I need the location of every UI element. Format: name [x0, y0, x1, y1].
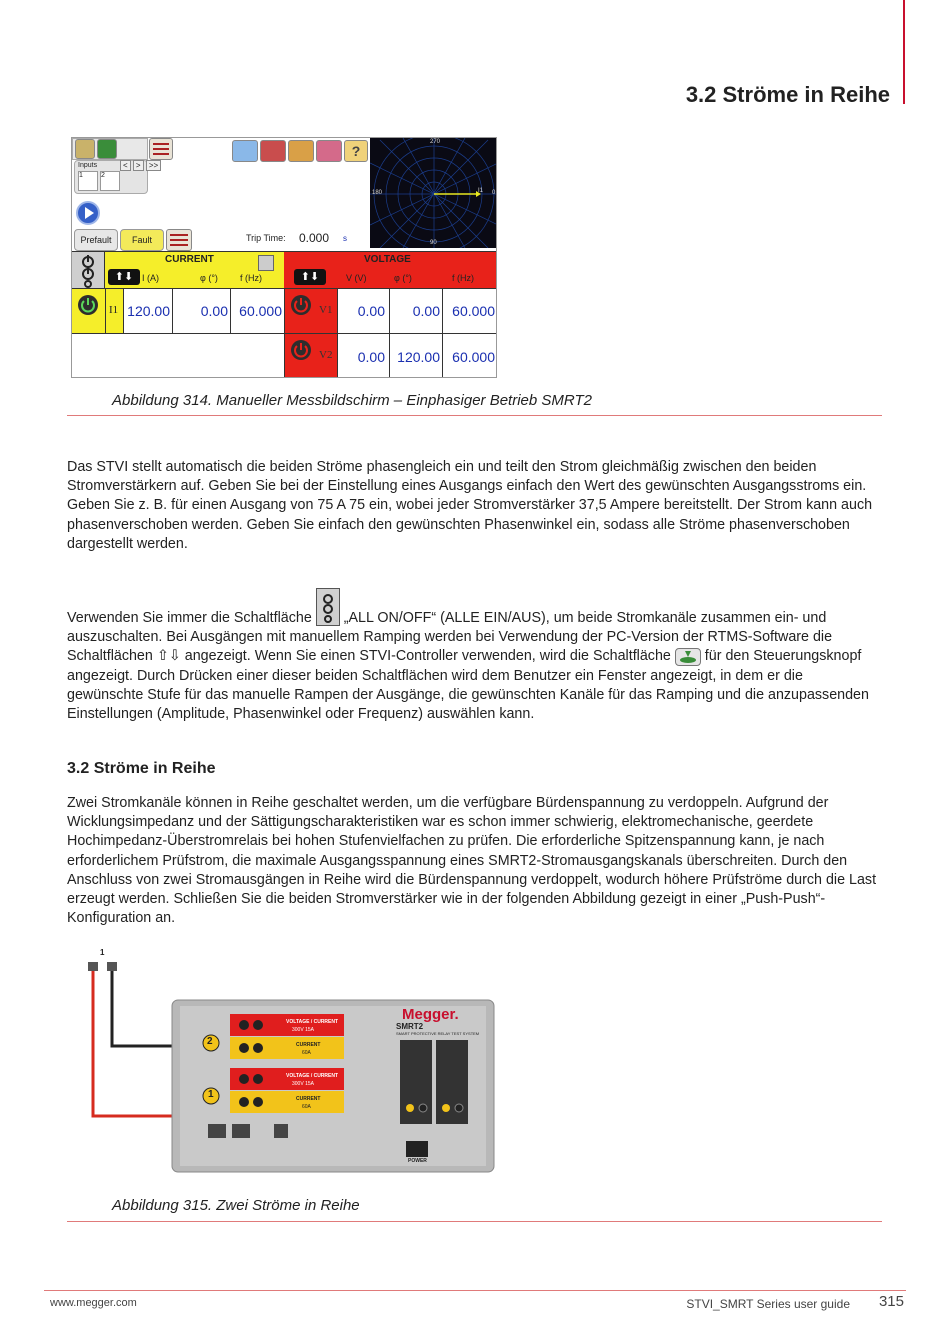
tools-icon[interactable] — [316, 140, 342, 162]
current-ramp-arrows-button[interactable]: ⬆⬇ — [108, 269, 140, 285]
ch1-c-label: CURRENT — [296, 1096, 321, 1102]
paragraph-2-part-c: angezeigt. Wenn Sie einen STVI-Controller verwenden, wird die Schaltfläche — [180, 648, 675, 665]
current-header-label: CURRENT — [165, 254, 214, 265]
channel-2-badge: 2 — [207, 1036, 213, 1047]
footer-url[interactable]: www.megger.com — [50, 1297, 137, 1309]
nav-next-button[interactable]: > — [133, 160, 144, 171]
i1-phase[interactable]: 0.00 — [173, 289, 231, 334]
v1-phase[interactable]: 0.00 — [390, 289, 443, 334]
paragraph-2 — [67, 609, 882, 724]
header-accent-rule — [903, 0, 905, 104]
caption-rule-2 — [67, 1221, 882, 1222]
ch2-vc-label: VOLTAGE / CURRENT — [286, 1019, 339, 1025]
paragraph-2-part-b: „ALL ON/OFF“ (ALLE EIN/AUS), um beide Stromkanäle zusammen ein- und auszuschalten. Bei Ausgängen mit manuellem Ramping werden bei Verwendung der PC-Version der RTMS-Software die Schaltflächen — [67, 610, 833, 665]
figure-314-caption: Abbildung 314. Manueller Messbildschirm – Einphasiger Betrieb SMRT2 — [112, 392, 592, 409]
paragraph-2-part-a: Verwenden Sie immer die Schaltfläche — [67, 610, 316, 626]
ch2-c-spec: 60A — [302, 1050, 311, 1056]
voltage-header-label: VOLTAGE — [364, 254, 411, 265]
prefault-button[interactable]: Prefault — [74, 229, 118, 251]
trip-time-label: Trip Time: — [246, 233, 286, 243]
ramp-arrows-inline-icon: ⇧⇩ — [156, 648, 181, 665]
all-on-off-inline-icon — [316, 588, 340, 626]
trip-time-unit: s — [343, 234, 347, 243]
polar-label-bottom: 90 — [430, 240, 437, 246]
ch2-c-label: CURRENT — [296, 1042, 321, 1048]
voltage-ramp-arrows-button[interactable]: ⬆⬇ — [294, 269, 326, 285]
polar-vector-plot — [370, 138, 497, 248]
toolbar-left — [72, 138, 148, 160]
home-icon[interactable] — [75, 139, 95, 159]
page-section-title: 3.2 Ströme in Reihe — [685, 82, 890, 107]
footer-guide-title: STVI_SMRT Series user guide — [686, 1297, 850, 1311]
nav-last-button[interactable]: >> — [146, 160, 161, 171]
voltage-col-freq: f (Hz) — [452, 273, 474, 283]
megger-logo: Megger. — [402, 1006, 459, 1023]
v2-label: V2 — [319, 349, 333, 361]
v2-power-icon[interactable] — [289, 338, 313, 367]
current-empty-row — [72, 333, 284, 378]
current-col-freq: f (Hz) — [240, 273, 262, 283]
voltage-col-amp: V (V) — [346, 273, 367, 283]
manual-test-screen-figure — [71, 137, 497, 378]
channel-1-badge: 1 — [208, 1089, 214, 1100]
lead-label: 1 — [100, 948, 105, 957]
i1-power-icon[interactable] — [76, 293, 100, 317]
v2-phase[interactable]: 120.00 — [390, 334, 443, 378]
ch1-vc-label: VOLTAGE / CURRENT — [286, 1073, 339, 1079]
input-nav — [120, 161, 161, 170]
paragraph-2-part-d: für den Steuerungsknopf angezeigt. Durch Drücken einer dieser beiden Schaltflächen wird dem Benutzer ein Fenster angezeigt, in dem er die gewünschte Stufe für das manuelle Rampen der Ausgänge, die gewünschten Kanäle für das Ramping und die anzupassenden Einstellungen (Amplitude, Phasenwinkel oder Frequenz) auswählen kann. — [67, 648, 869, 723]
voltage-header — [284, 251, 497, 288]
keyboard-icon[interactable] — [232, 140, 258, 162]
current-row-i1 — [72, 288, 284, 333]
polar-label-left: 180 — [372, 190, 383, 196]
ch1-vc-spec: 300V 15A — [292, 1081, 314, 1087]
power-label: POWER — [408, 1158, 427, 1164]
inputs-label: Inputs — [78, 162, 98, 169]
v1-power-icon[interactable] — [289, 293, 313, 322]
list-icon[interactable] — [149, 138, 173, 160]
input-channel-1[interactable] — [78, 171, 98, 191]
paragraph-1: Das STVI stellt automatisch die beiden Ströme phasengleich ein und teilt den Strom gleichmäßig zwischen den beiden Stromverstärkern auf. Geben Sie bei der Einstellung eines Ausgangs einfach den Wert des gewünschten Ausgangsstroms ein. Geben Sie z. B. für einen Ausgang von 75 A 75 ein, wobei jeder Stromverstärker 37,5 Ampere bereitstellt. Der Strom kann auch phasenverschoben werden. Geben Sie einfach den gewünschten Phasenwinkel ein, sodass alle Ströme phasenverschoben dargestellt werden. — [67, 459, 873, 552]
current-col-amp: I (A) — [142, 273, 159, 283]
page-number: 315 — [878, 1293, 904, 1310]
input-channel-2-label: 2 — [101, 172, 105, 179]
i1-label: I1 — [109, 304, 119, 316]
current-all-on-off-cell — [72, 252, 105, 289]
polar-label-right: 0 — [492, 190, 496, 196]
input-channel-2[interactable] — [100, 171, 120, 191]
control-knob-inline-icon — [675, 648, 701, 666]
device-model-sub: SMART PROTECTIVE RELAY TEST SYSTEM — [396, 1031, 480, 1036]
settings-gear-icon[interactable] — [97, 139, 117, 159]
series-connection-figure — [80, 948, 500, 1173]
ch2-vc-spec: 300V 15A — [292, 1027, 314, 1033]
current-col-phase: φ (°) — [200, 273, 218, 283]
device-model: SMRT2 — [396, 1022, 424, 1031]
paragraph-3: Zwei Stromkanäle können in Reihe geschaltet werden, um die verfügbare Bürdenspannung zu verdoppeln. Aufgrund der Wicklungsimpedanz und der Sättigungscharakteristiken war es schon immer schwierig, elektromechanische, geerdete Hochimpedanz-Überstromrelais bei hohen Stufenvielfachen zu prüfen. Die erforderliche Spitzenspannung kann, je nach erforderlichem Prüfstrom, die maximale Ausgangsspannung eines SMRT2-Stromausgangskanals überschreiten. Durch den Anschluss von zwei Stromausgängen in Reihe wird die Bürdenspannung verdoppelt, wodurch höhere Prüfströme durch die Last erzeugt werden. Schließen Sie die beiden Stromverstärker wie in der folgenden Abbildung gezeigt in einer „Push-Push“-Konfiguration an. — [67, 795, 877, 927]
i1-frequency[interactable]: 60.000 — [231, 289, 284, 334]
fault-button[interactable]: Fault — [120, 229, 164, 251]
polar-vector-label: I1 — [478, 188, 484, 194]
trip-time-value: 0.000 — [299, 231, 330, 245]
v2-frequency[interactable]: 60.000 — [443, 334, 497, 378]
vector-icon[interactable] — [260, 140, 286, 162]
calculator-icon[interactable] — [258, 255, 274, 271]
v1-frequency[interactable]: 60.000 — [443, 289, 497, 334]
all-on-off-icon[interactable] — [72, 252, 104, 288]
v1-amplitude[interactable]: 0.00 — [337, 289, 390, 334]
file-icon[interactable] — [288, 140, 314, 162]
help-icon[interactable]: ? — [344, 140, 368, 162]
footer-rule — [44, 1290, 906, 1291]
sequence-list-icon[interactable] — [166, 229, 192, 251]
v2-amplitude[interactable]: 0.00 — [337, 334, 390, 378]
play-button[interactable] — [76, 201, 100, 225]
polar-label-top: 270 — [430, 139, 441, 145]
voltage-row-v2 — [284, 333, 497, 378]
caption-rule — [67, 415, 882, 416]
nav-prev-button[interactable]: < — [120, 160, 131, 171]
figure-315-caption: Abbildung 315. Zwei Ströme in Reihe — [112, 1197, 360, 1214]
current-header — [72, 251, 284, 288]
ch1-c-spec: 60A — [302, 1104, 311, 1110]
i1-amplitude[interactable]: 120.00 — [123, 289, 173, 334]
v1-label: V1 — [319, 304, 333, 316]
voltage-row-v1 — [284, 288, 497, 333]
voltage-col-phase: φ (°) — [394, 273, 412, 283]
section-heading: 3.2 Ströme in Reihe — [67, 760, 216, 777]
input-channel-1-label: 1 — [79, 172, 83, 179]
